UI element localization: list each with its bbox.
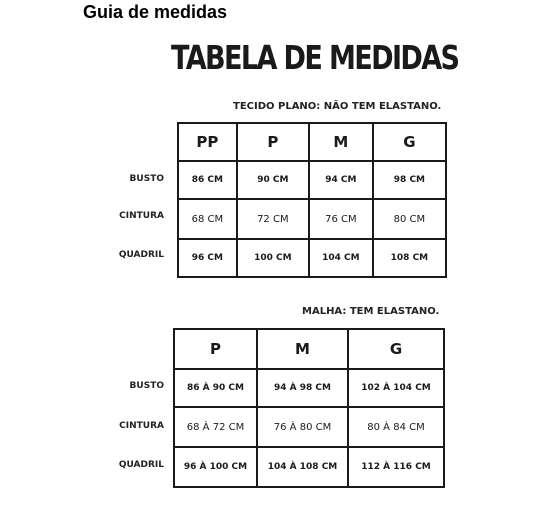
woven-row-label-busto: BUSTO: [129, 174, 164, 184]
woven-cell: 72 CM: [237, 199, 309, 239]
woven-row-quadril: [178, 239, 446, 277]
woven-cell: 104 CM: [309, 239, 373, 277]
woven-cell: 100 CM: [237, 239, 309, 277]
knit-row-cintura: [174, 407, 444, 447]
woven-row-label-cintura: CINTURA: [119, 211, 164, 221]
knit-row-label-cintura: CINTURA: [119, 421, 164, 431]
woven-cell: 68 CM: [178, 199, 237, 239]
guide-title: Guia de medidas: [83, 2, 228, 22]
woven-cell: 90 CM: [237, 161, 309, 199]
knit-row-label-quadril: QUADRIL: [118, 460, 164, 470]
woven-cell: 86 CM: [178, 161, 237, 199]
woven-cell: 76 CM: [309, 199, 373, 239]
knit-cell: 112 À 116 CM: [348, 447, 444, 487]
woven-cell: 94 CM: [309, 161, 373, 199]
knit-cell: 96 À 100 CM: [174, 447, 257, 487]
woven-size-m: M: [309, 123, 373, 161]
woven-section-label: TECIDO PLANO: NÃO TEM ELASTANO.: [233, 101, 442, 112]
woven-size-p: P: [237, 123, 309, 161]
woven-cell: 98 CM: [373, 161, 446, 199]
knit-size-m: M: [257, 329, 348, 369]
woven-row-label-quadril: QUADRIL: [118, 250, 164, 260]
woven-cell: 80 CM: [373, 199, 446, 239]
knit-row-label-busto: BUSTO: [129, 381, 164, 391]
knit-cell: 76 À 80 CM: [257, 407, 348, 447]
knit-section-label: MALHA: TEM ELASTANO.: [302, 306, 440, 317]
knit-size-p: P: [174, 329, 257, 369]
woven-size-g: G: [373, 123, 446, 161]
knit-cell: 104 À 108 CM: [257, 447, 348, 487]
knit-size-g: G: [348, 329, 444, 369]
woven-row-busto: [178, 161, 446, 199]
page-title: TABELA DE MEDIDAS: [171, 38, 459, 77]
knit-size-table: [173, 328, 445, 488]
knit-header-row: [174, 329, 444, 369]
knit-row-quadril: [174, 447, 444, 487]
woven-cell: 108 CM: [373, 239, 446, 277]
woven-row-cintura: [178, 199, 446, 239]
knit-cell: 94 À 98 CM: [257, 369, 348, 407]
woven-size-table: [177, 122, 447, 278]
woven-size-pp: PP: [178, 123, 237, 161]
knit-cell: 80 À 84 CM: [348, 407, 444, 447]
knit-cell: 102 À 104 CM: [348, 369, 444, 407]
knit-cell: 68 À 72 CM: [174, 407, 257, 447]
woven-header-row: [178, 123, 446, 161]
knit-cell: 86 À 90 CM: [174, 369, 257, 407]
knit-row-busto: [174, 369, 444, 407]
woven-cell: 96 CM: [178, 239, 237, 277]
